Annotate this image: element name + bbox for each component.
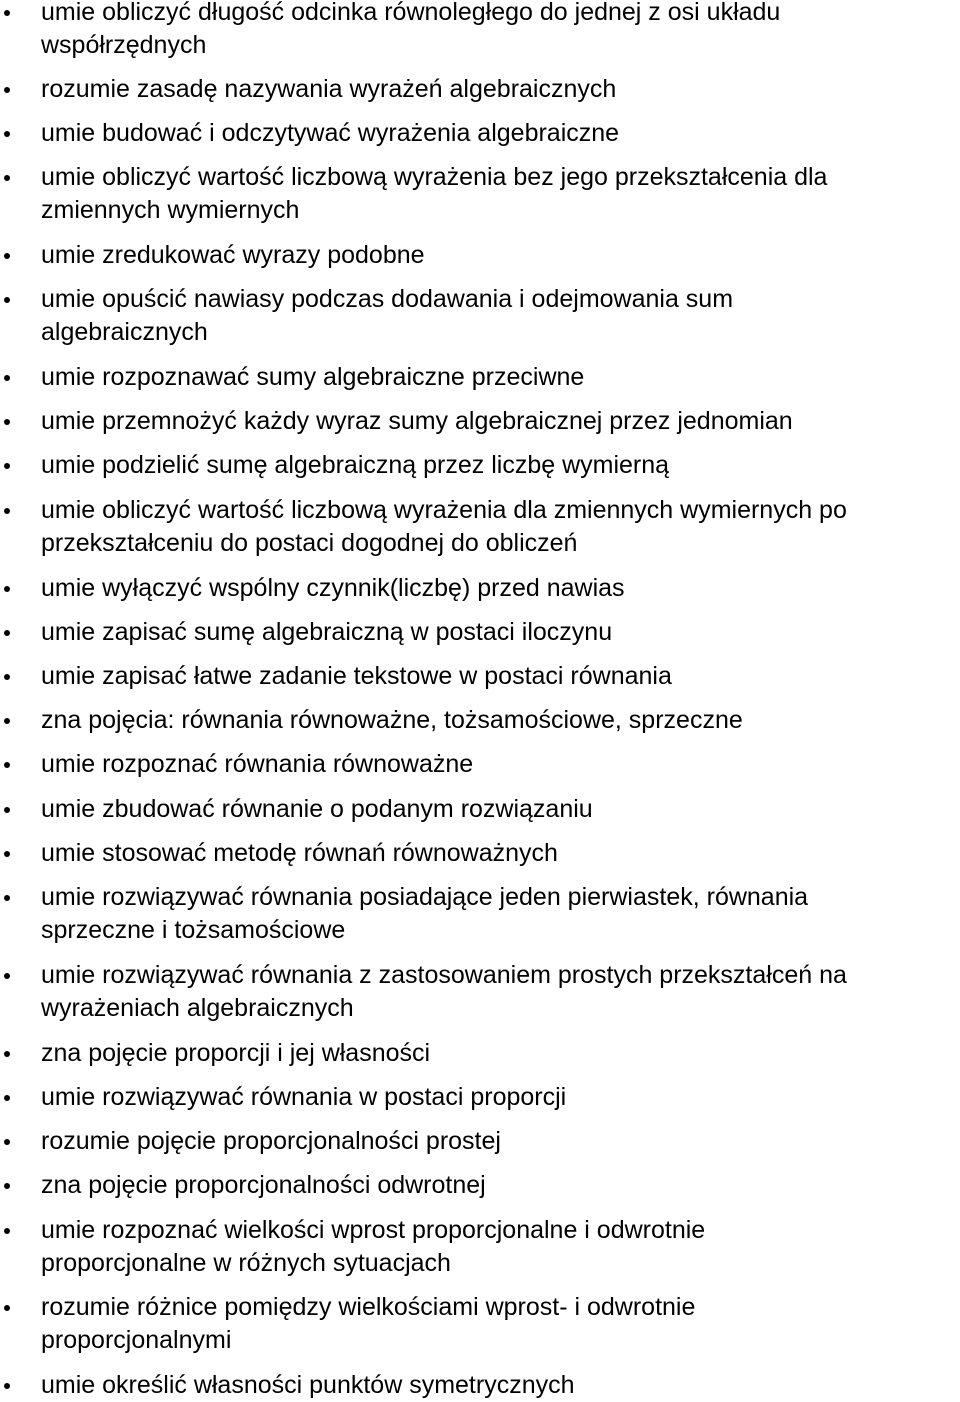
bullet-icon [4,463,10,469]
list-item-line: umie budować i odczytywać wyrażenia algebraiczne [41,119,620,147]
list-item [0,748,960,781]
bullet-icon [4,1383,10,1389]
list-item-line: umie przemnożyć każdy wyraz sumy algebraicznej przez jednomian [41,407,793,435]
list-item-line: zna pojęcie proporcjonalności odwrotnej [41,1171,486,1199]
list-item-line: umie podzielić sumę algebraiczną przez liczbę wymierną [41,451,670,479]
list-item-line: rozumie różnice pomiędzy wielkościami wprost- i odwrotnie [41,1293,696,1321]
list-item [0,572,960,605]
list-item-line: umie rozpoznać równania równoważne [41,750,474,778]
list-item [0,616,960,649]
list-item-line: umie rozpoznawać sumy algebraiczne przeciwne [41,363,585,391]
list-item-text [41,0,960,62]
list-item-text [41,1291,960,1357]
list-item-text [41,660,960,693]
list-item-line: rozumie pojęcie proporcjonalności prostej [41,1127,501,1155]
bullet-icon [4,1139,10,1145]
list-item [0,704,960,737]
list-item-text [41,1081,960,1114]
bullet-icon [4,419,10,425]
list-item [0,1037,960,1070]
list-item [0,1369,960,1402]
list-item-line: rozumie zasadę nazywania wyrażeń algebraicznych [41,75,617,103]
list-item-text [41,704,960,737]
list-item [0,1291,960,1357]
bullet-icon [4,851,10,857]
list-item-text [41,837,960,870]
list-item-line: wyrażeniach algebraicznych [41,994,354,1022]
list-item [0,239,960,272]
list-item-text [41,405,960,438]
list-item [0,1125,960,1158]
list-item-line: współrzędnych [41,31,207,59]
bullet-icon [4,253,10,259]
list-item-line: umie zredukować wyrazy podobne [41,241,425,269]
bullet-icon [4,131,10,137]
list-item-line: umie rozpoznać wielkości wprost proporcjonalne i odwrotnie [41,1216,706,1244]
bullet-icon [4,508,10,514]
bullet-icon [4,807,10,813]
list-item-line: zna pojęcie proporcji i jej własności [41,1039,431,1067]
list-item-line: przekształceniu do postaci dogodnej do obliczeń [41,529,578,557]
bullet-icon [4,1183,10,1189]
bullet-icon [4,1228,10,1234]
list-item-line: umie opuścić nawiasy podczas dodawania i odejmowania sum [41,285,734,313]
list-item-text [41,239,960,272]
list-item-text [41,449,960,482]
bullet-icon [4,175,10,181]
list-item-line: umie obliczyć długość odcinka równoległego do jednej z osi układu [41,0,781,26]
list-item-text [41,161,960,227]
list-item [0,837,960,870]
list-item-text [41,793,960,826]
list-item-text [41,572,960,605]
list-item-line: zna pojęcia: równania równoważne, tożsamościowe, sprzeczne [41,706,743,734]
list-item [0,161,960,227]
list-item-line: algebraicznych [41,318,208,346]
list-item [0,117,960,150]
list-item-text [41,1037,960,1070]
list-item-text [41,1214,960,1280]
list-item-line: umie rozwiązywać równania w postaci proporcji [41,1083,567,1111]
bullet-icon [4,718,10,724]
list-item [0,793,960,826]
list-item [0,1169,960,1202]
list-item-text [41,1369,960,1402]
list-item [0,0,960,62]
bullet-icon [4,1051,10,1057]
list-item-text [41,616,960,649]
list-item [0,361,960,394]
list-item [0,1214,960,1280]
list-item-line: umie zbudować równanie o podanym rozwiązaniu [41,795,593,823]
list-item [0,660,960,693]
list-item-text [41,959,960,1025]
bullet-icon [4,674,10,680]
list-item [0,283,960,349]
list-item [0,405,960,438]
list-item-text [41,1125,960,1158]
list-item-line: sprzeczne i tożsamościowe [41,916,346,944]
list-item-text [41,748,960,781]
bullet-icon [4,375,10,381]
list-item-text [41,73,960,106]
bullet-icon [4,1305,10,1311]
list-item-line: umie rozwiązywać równania z zastosowaniem prostych przekształceń na [41,961,847,989]
bullet-icon [4,762,10,768]
list-item [0,449,960,482]
list-item-line: umie zapisać łatwe zadanie tekstowe w postaci równania [41,662,672,690]
list-item-text [41,283,960,349]
list-item-text [41,117,960,150]
bullet-icon [4,297,10,303]
list-item-text [41,361,960,394]
list-item-line: umie obliczyć wartość liczbową wyrażenia bez jego przekształcenia dla [41,163,828,191]
list-item-line: umie określić własności punktów symetrycznych [41,1371,575,1399]
list-item [0,494,960,560]
list-item-line: umie rozwiązywać równania posiadające jeden pierwiastek, równania [41,883,809,911]
list-item-text [41,494,960,560]
bullet-icon [4,87,10,93]
list-item-line: umie obliczyć wartość liczbową wyrażenia dla zmiennych wymiernych po [41,496,847,524]
list-item-line: proporcjonalne w różnych sytuacjach [41,1249,451,1277]
bullet-icon [4,10,10,16]
list-item-line: zmiennych wymiernych [41,196,300,224]
list-item [0,881,960,947]
list-item-line: proporcjonalnymi [41,1326,232,1354]
list-item [0,73,960,106]
list-item-text [41,881,960,947]
bullet-icon [4,973,10,979]
bullet-icon [4,1095,10,1101]
list-item-line: umie zapisać sumę algebraiczną w postaci iloczynu [41,618,613,646]
list-item-text [41,1169,960,1202]
bullet-icon [4,895,10,901]
list-item-line: umie wyłączyć wspólny czynnik(liczbę) przed nawias [41,574,625,602]
list-item-line: umie stosować metodę równań równoważnych [41,839,558,867]
bullet-icon [4,586,10,592]
bullet-icon [4,630,10,636]
list-item [0,959,960,1025]
list-item [0,1081,960,1114]
